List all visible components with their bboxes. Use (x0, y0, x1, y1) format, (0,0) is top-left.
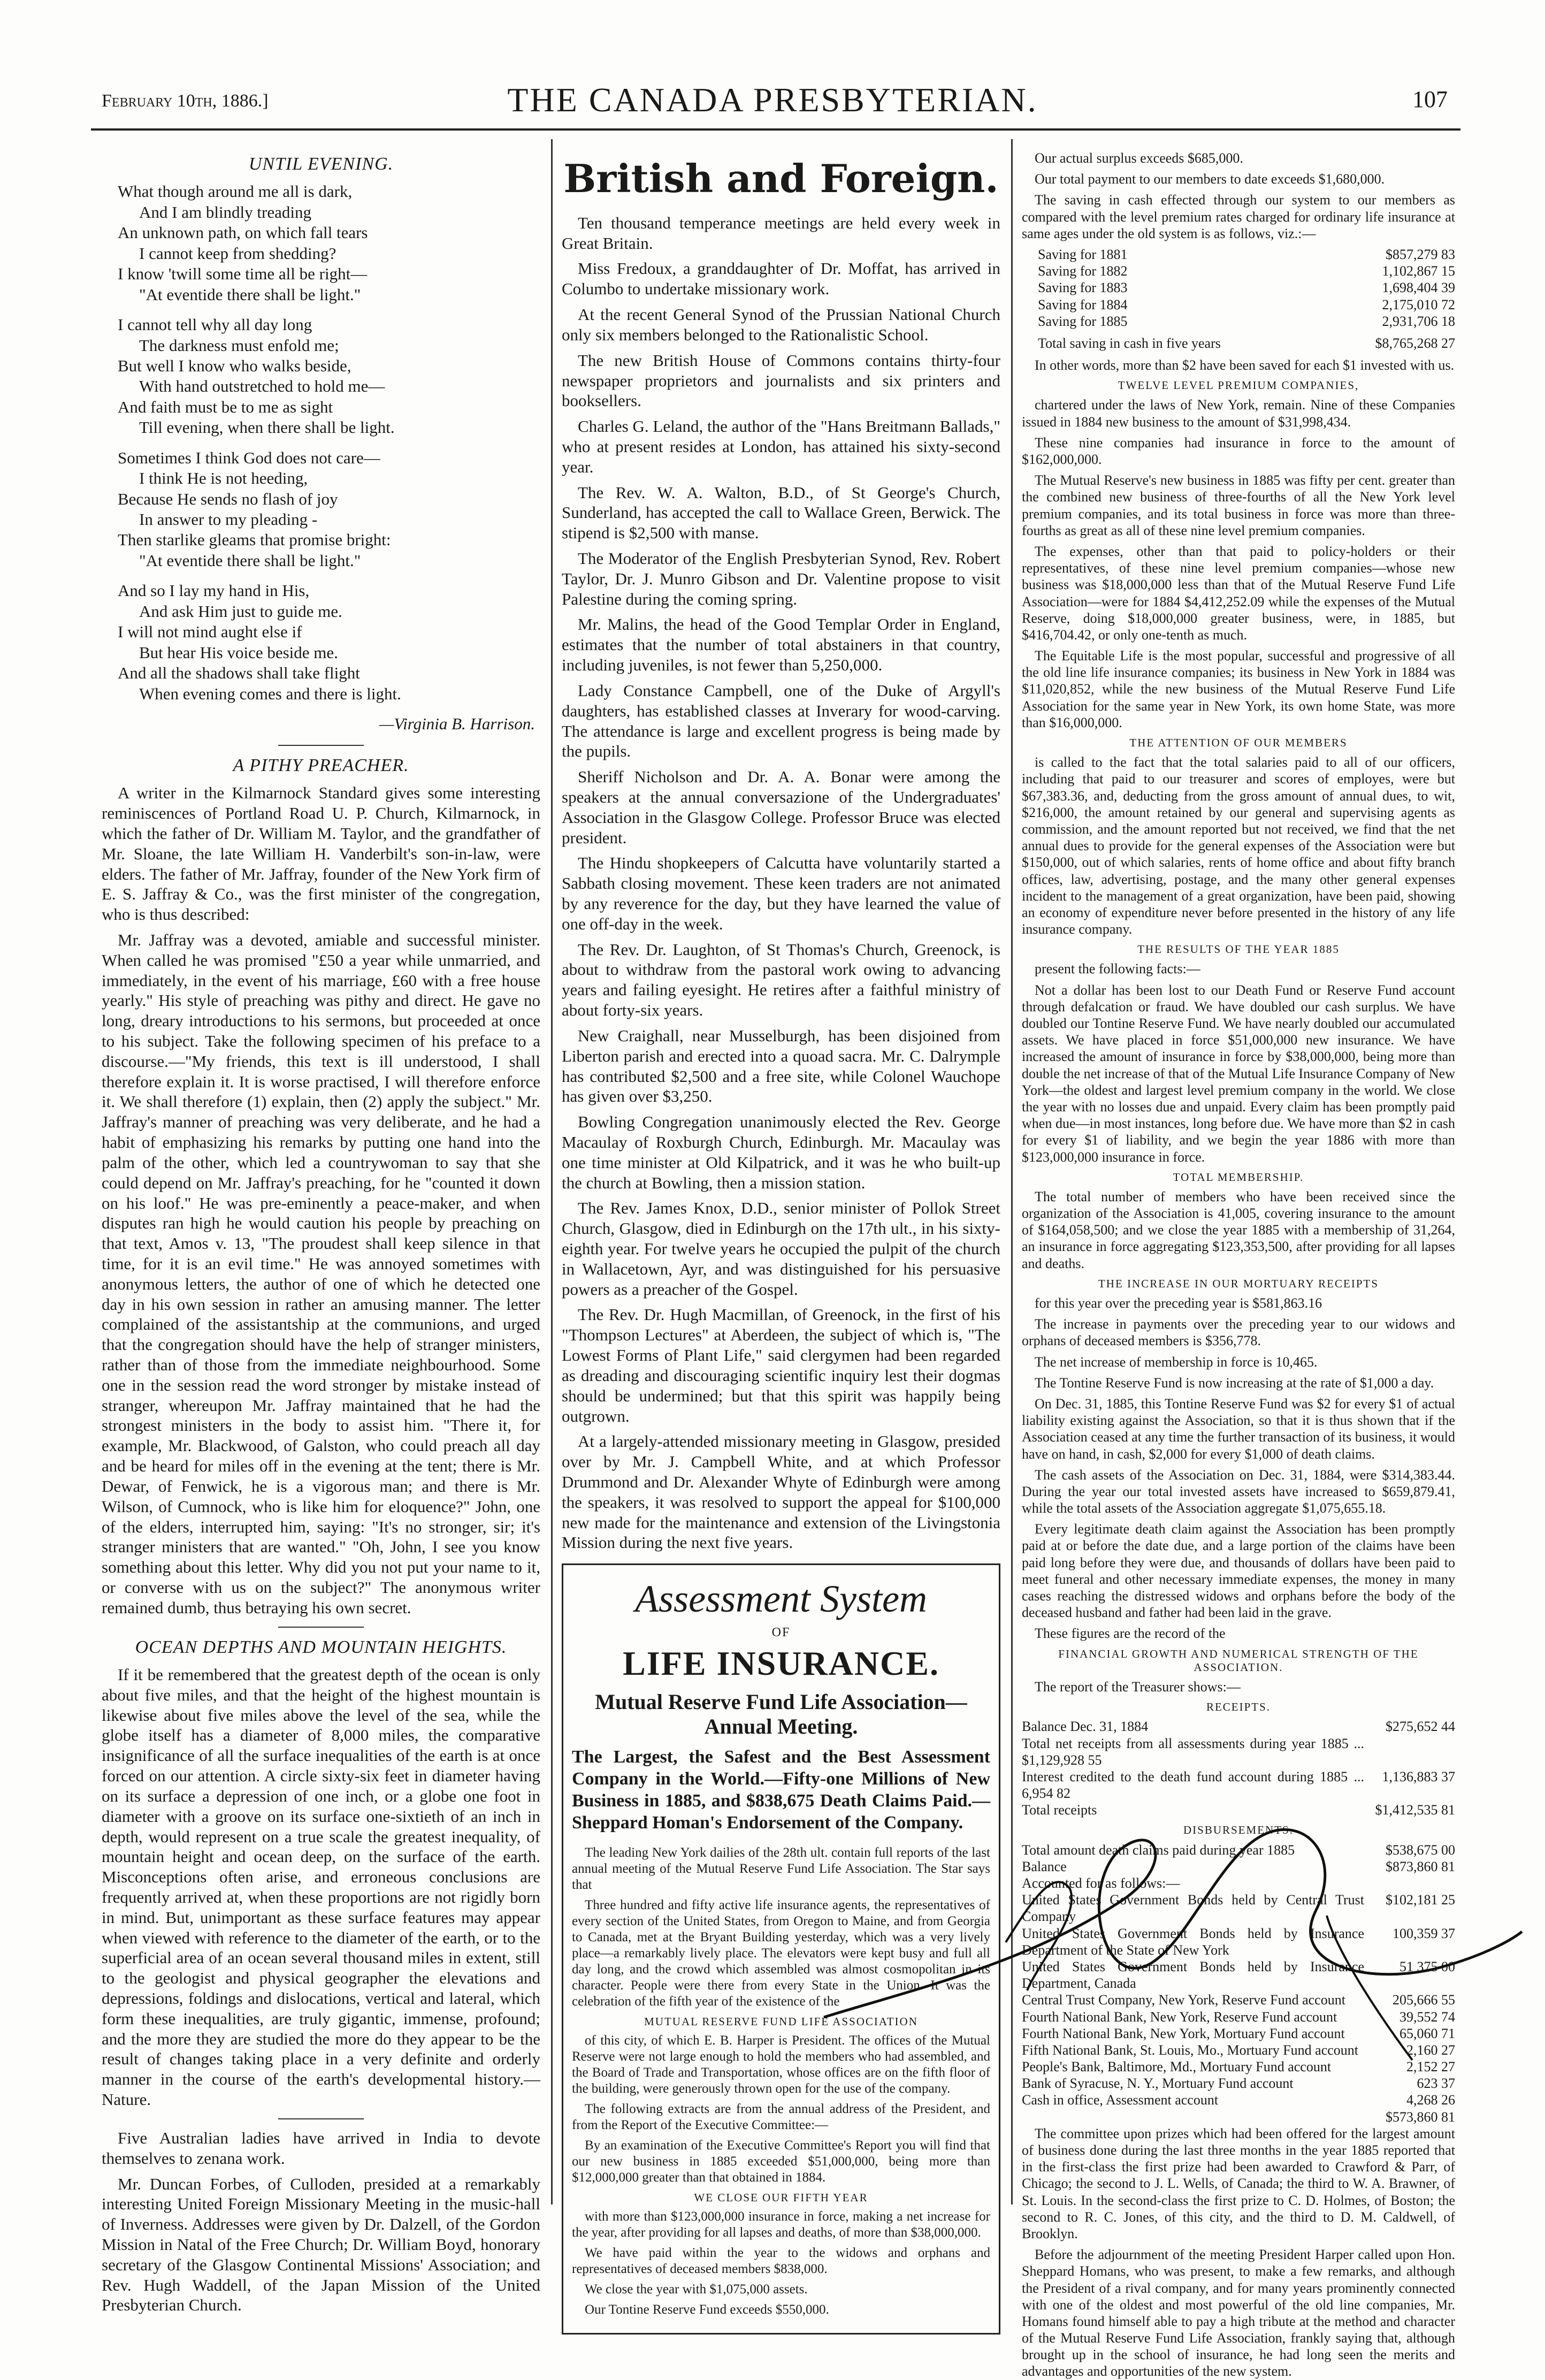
poem-line: I cannot tell why all day long (118, 315, 312, 334)
news-item: Lady Constance Campbell, one of the Duke of Argyll's daughters, has established classes at Inverary for wood-carving. The attendance is large and excellent progress is being made by the pupils. (562, 681, 1000, 761)
poem-line: I will not mind aught else if (118, 622, 302, 642)
news-note: Five Australian ladies have arrived in India to devote themselves to zenana work. (102, 2128, 540, 2168)
insurance-advertisement (562, 1563, 1000, 2335)
poem-line: The darkness must enfold me; (139, 335, 339, 355)
savings-row (1038, 263, 1455, 279)
poem (118, 181, 540, 704)
ad-subtitle: Mutual Reserve Fund Life Association— Annual Meeting. (595, 1690, 967, 1739)
page-number: 107 (1412, 86, 1448, 112)
poem-line: In answer to my pleading - (139, 510, 318, 529)
ad-paragraph: of this city, of which E. B. Harper is President. The offices of the Mutual Reserve were not large enough to hold the members who had assembled, and the Board of Trade and Transportation, whose offices are on the fifth floor of the building, were generously thrown open for the use of the company. (572, 2033, 990, 2096)
heading-total-membership: TOTAL MEMBERSHIP. (1173, 1170, 1304, 1184)
section-divider (278, 2118, 364, 2119)
report-paragraph: Our total payment to our members to date exceeds $1,680,000. (1035, 171, 1385, 187)
disbursement-row-label: Central Trust Company, New York, Reserve Fund account (1022, 1992, 1345, 2008)
poem-stanza (118, 181, 540, 305)
disbursement-row-label: Fifth National Bank, St. Louis, Mo., Mortuary Fund account (1022, 2042, 1359, 2058)
news-item: Ten thousand temperance meetings are held every week in Great Britain. (562, 213, 1000, 253)
savings-row-label: Saving for 1882 (1038, 263, 1128, 279)
disbursement-row (1022, 2109, 1455, 2125)
savings-row (1038, 296, 1455, 313)
report-paragraph: Not a dollar has been lost to our Death Fund or Reserve Fund account through defalcation or fraud. We have doubled our cash surplus. We have doubled our Tontine Reserve Fund. We have nearly doubled our accumulated assets. We have placed in force $51,000,000 new insurance. We have increased the amount of insurance in force by $38,000,000, being more than double the net increase of that of the Mutual Life Insurance Company of New York—the oldest and largest level premium company in the world. We close the year with no losses due and unpaid. Every claim has been promptly paid when due—in most instances, long before due. We have more than $2 in cash for every $1 of liability, and we begin the year 1886 with more than $123,000,000 insurance in force. (1022, 982, 1455, 1165)
article-paragraph: Mr. Jaffray was a devoted, amiable and successful minister. When called he was promised "£50 a year while unmarried, and immediately, in the event of his marriage, £60 with a free house yearly." His style of preaching was pithy and direct. He gave no long, dreary introductions to his sermons, but proceeded at once to his subject. Take the following specimen of his preface to a discourse.—"My friends, this text is ill understood, I shall therefore explain it. It is worse practised, I will therefore enforce it. We shall therefore (1) explain, then (2) apply the subject." Mr. Jaffray's manner of preaching was very deliberate, and he had a habit of emphasizing his remarks by putting one hand into the palm of the other, which led a countrywoman to say that she could depend on Mr. Jaffray's preaching, for he "counted it down on his loof." He was pre-eminently a peace-maker, and when disputes ran high he would caution his people by preaching on that text, Amos v. 13, "The proudest shall keep silence in that time, for it is an evil time." He was annoyed sometimes with anonymous letters, the author of one of which he detected one day in his own session in rather an amusing manner. The letter complained of the assistantship at the communions, and urged that the congregation should have the help of stranger ministers, rather than of those from the immediate neighbourhood. Some one in the session read the word stronger by mistake instead of stranger, whereupon Mr. Jaffray maintained that he had the strongest ministers in the body to assist him. "There it, for example, Mr. Blackwood, of Galston, who could preach all day and be heard for miles off in the evening at the tent; there is Mr. Dewar, of Fenwick, he is a vigorous man; and there is Mr. Wilson, of Cumnock, who is like him for eloquence?" John, one of the elders, interrupted him, saying: "It's no stronger, sir; it's stranger ministers that are wanted." "Oh, John, I see you know something about this letter. Why did you not put your name to it, or converse with us on the subject?" The anonymous writer remained dumb, thus betraying his own secret. (102, 930, 540, 1617)
disbursement-row (1022, 2075, 1455, 2092)
after-savings: In other words, more than $2 have been saved for each $1 invested with us. (1035, 357, 1455, 373)
receipt-row-amount: $275,652 44 (1386, 1719, 1455, 1735)
receipt-row-label: Total net receipts from all assessments during year 1885 ... $1,129,928 55 (1022, 1735, 1364, 1768)
disbursement-row-label: Accounted for as follows:— (1022, 1875, 1180, 1891)
savings-row-label: Saving for 1885 (1038, 313, 1128, 329)
heading-attention: THE ATTENTION OF OUR MEMBERS (1129, 736, 1348, 749)
poem-line: And so I lay my hand in His, (118, 581, 310, 600)
ad-paragraph: The leading New York dailies of the 28th ult. contain full reports of the last annual meeting of the Mutual Reserve Fund Life Association. The Star says that (572, 1845, 990, 1892)
news-item: The new British House of Commons contains thirty-four newspaper proprietors and journalists and six printers and booksellers. (562, 350, 1000, 410)
poem-stanza (118, 448, 540, 571)
news-item: Mr. Malins, the head of the Good Templar Order in England, estimates that the number of total abstainers in that country, including juveniles, is not fewer than 5,250,000. (562, 615, 1000, 675)
disbursement-row-amount: 205,666 55 (1393, 1992, 1455, 2008)
receipt-row (1022, 1718, 1455, 1735)
receipt-row-label: Interest credited to the death fund account during 1885 ... 6,954 82 (1022, 1768, 1364, 1802)
pithy-preacher-title: A PITHY PREACHER. (233, 755, 409, 775)
disbursement-row-amount: $102,181 25 (1386, 1892, 1455, 1908)
report-paragraph: The cash assets of the Association on Dec. 31, 1884, were $314,383.44. During the year our total invested assets have increased to $659,879.41, while the total assets of the Association aggregate $1,075,655.18. (1022, 1467, 1455, 1516)
poem-stanza (118, 315, 540, 438)
report-paragraph: The saving in cash effected through our system to our members as compared with the level premium rates charged for ordinary life insurance at same ages under the old system is as follows, viz.:— (1022, 192, 1455, 241)
savings-row (1038, 246, 1455, 263)
news-item: New Craighall, near Musselburgh, has been disjoined from Liberton parish and erected into a quoad sacra. Mr. C. Dalrymple has contributed $2,500 and a free site, while Colonel Wauchope has given over $3,250. (562, 1026, 1000, 1106)
column-2 (562, 150, 1000, 2317)
news-item: At a largely-attended missionary meeting in Glasgow, presided over by Mr. J. Campbell White, and at which Professor Drummond and Dr. Alexander Whyte of Edinburgh were among the speakers, it was resolved to support the appeal for $100,000 new made for the maintenance and extension of the Livingstonia Mission during the next five years. (562, 1432, 1000, 1552)
disbursement-row-amount (1364, 1875, 1455, 1891)
header-rule (91, 128, 1460, 131)
receipt-row (1022, 1768, 1455, 1802)
disbursement-row (1022, 2025, 1455, 2042)
attention-paragraph: is called to the fact that the total salaries paid to all of our officers, including that paid to our treasurer and scores of employes, were but $67,383.36, and, deducting from the gross amount of annual dues, to wit, $216,000, the amount retained by our general and supervising agents as commission, and the amount reported but not received, we find that the net annual dues to provide for the general expenses of the Association were but $150,000, out of which salaries, rents of home office and about fifty branch offices, law, advertising, postage, and the many other general expenses incident to the management of a great organization, have been paid, showing an economy of expenditure never before presented in the history of any life insurance company. (1022, 754, 1455, 937)
disbursement-row-amount: 4,268 26 (1406, 2092, 1455, 2108)
news-item: The Rev. James Knox, D.D., senior minister of Pollok Street Church, Glasgow, died in Edinburgh on the 17th ult., in his sixty-eighth year. For twelve years he occupied the pulpit of the church in Wallacetown, Ayr, and was distinguished for his persuasive powers as a preacher of the Gospel. (562, 1199, 1000, 1299)
ad-paragraph: The following extracts are from the annual address of the President, and from the Report of the Executive Committee:— (572, 2101, 990, 2132)
poem-line: And ask Him just to guide me. (139, 601, 342, 621)
poem-line: I cannot keep from shedding? (139, 243, 336, 263)
report-paragraph: The net increase of membership in force is 10,465. (1035, 1354, 1318, 1370)
receipt-row-amount: 1,136,883 37 (1382, 1768, 1455, 1784)
ad-paragraph: Three hundred and fifty active life insurance agents, the representatives of every section of the United States, from Oregon to Maine, and from Georgia to Canada, met at the Bryant Building yesterday, which was a very lively place—a remarkably lively place. The elevators were kept busy and full all day long, and the crowd which assembled was almost cosmopolitan in its character. People were there from every State in the Union. It was the celebration of the fifth year of the existence of the (572, 1897, 990, 2009)
report-paragraph: The increase in payments over the preceding year to our widows and orphans of deceased members is $356,778. (1022, 1316, 1455, 1349)
disbursement-row-amount: $573,860 81 (1386, 2109, 1455, 2125)
disbursement-row-amount: 100,359 37 (1393, 1925, 1455, 1941)
poem-line: Because He sends no flash of joy (118, 489, 338, 508)
disbursement-row (1022, 2058, 1455, 2075)
report-paragraph: for this year over the preceding year is $581,863.16 (1035, 1295, 1322, 1311)
ocean-depths-title: OCEAN DEPTHS AND MOUNTAIN HEIGHTS. (135, 1637, 507, 1657)
ad-title: Assessment System (635, 1577, 927, 1621)
news-item: The Rev. W. A. Walton, B.D., of St George's Church, Sunderland, has accepted the call to Wallace Green, Berwick. The stipend is $2,500 with manse. (562, 483, 1000, 543)
savings-row-amount: 1,102,867 15 (1382, 263, 1455, 279)
news-item: Miss Fredoux, a granddaughter of Dr. Moffat, has arrived in Columbo to undertake missionary work. (562, 259, 1000, 299)
poem-stanza (118, 581, 540, 704)
disbursement-row (1022, 1875, 1455, 1891)
disbursement-row (1022, 2092, 1455, 2108)
receipt-row-amount: $1,412,535 81 (1375, 1802, 1455, 1818)
poem-line: And I am blindly treading (139, 202, 311, 222)
report-paragraph: These nine companies had insurance in force to the amount of $162,000,000. (1022, 434, 1455, 467)
disbursement-row-amount: 2,152 27 (1406, 2059, 1455, 2075)
poem-title: UNTIL EVENING. (248, 154, 394, 174)
ad-paragraph: Our Tontine Reserve Fund exceeds $550,000. (585, 2302, 829, 2317)
news-item: Charles G. Leland, the author of the "Hans Breitmann Ballads," who at present resides at London, has attained his sixty-second year. (562, 417, 1000, 476)
disbursement-row (1022, 1958, 1455, 1992)
report-paragraph: Before the adjournment of the meeting President Harper called upon Hon. Sheppard Homans, who was present, to make a few remarks, and although the President of a rival company, and for many years prominently connected with one of the oldest and most powerful of the old line companies, Mr. Homans found himself able to pay a high tribute at the method and character of the Mutual Reserve Fund Life Association, frankly saying that, although brought up in the school of insurance, he had long seen the merits and advantages and opportunities of the new system. (1022, 2247, 1455, 2379)
report-paragraph: These figures are the record of the (1035, 1626, 1226, 1642)
poem-line: But well I know who walks beside, (118, 356, 351, 375)
news-item: The Moderator of the English Presbyterian Synod, Rev. Robert Taylor, Dr. J. Munro Gibson and Dr. Valentine propose to visit Palestine during the coming spring. (562, 549, 1000, 608)
poem-line: "At eventide there shall be light." (139, 551, 361, 570)
poem-line: Then starlike gleams that promise bright: (118, 530, 391, 550)
savings-row-label: Saving for 1881 (1038, 246, 1128, 262)
report-paragraph: The Equitable Life is the most popular, successful and progressive of all the old line life insurance companies; its business in New York in 1884 was $11,020,852, while the new business of the Mutual Reserve Fund Life Association for the same year in New York, its own home State, was more than $16,000,000. (1022, 648, 1455, 730)
disbursement-row-amount: 623 37 (1417, 2076, 1455, 2092)
column-3 (1022, 150, 1455, 2379)
poem-line: I think He is not heeding, (139, 469, 308, 488)
disbursement-row-label: Cash in office, Assessment account (1022, 2092, 1219, 2108)
heading-disbursements: DISBURSEMENTS. (1183, 1824, 1294, 1837)
receipt-row-label: Balance Dec. 31, 1884 (1022, 1719, 1149, 1735)
savings-row-label: Saving for 1884 (1038, 296, 1128, 312)
report-paragraph: The Mutual Reserve's new business in 1885 was fifty per cent. greater than the combined new business of three-fourths of all the New York level premium companies, and its total business in force was more than three-fourths as great as all of these nine level premium companies. (1022, 472, 1455, 538)
news-item: Bowling Congregation unanimously elected the Rev. George Macaulay of Roxburgh Church, Edinburgh. Mr. Macaulay was one time minister at Old Kilpatrick, and it was he who built-up the church at Bowling, then a mission station. (562, 1112, 1000, 1192)
ocean-depths-article: If it be remembered that the greatest depth of the ocean is only about five miles, and that the height of the highest mountain is likewise about five miles above the level of the sea, while the globe itself has a diameter of 8,000 miles, the comparative insignificance of all the surface inequalities of the earth is at once forced on our attention. A circle sixty-six feet in diameter having on its surface a depression of one inch, or a globe one foot in diameter with a groove on its surface one-sixtieth of an inch in depth, would represent on a true scale the greatest inequality, of mountain height and ocean deep, on the surface of the earth. Misconceptions often arise, and erroneous conclusions are frequently arrived at, when these proportions are not rigidly born in mind. But, unimportant as these surface features may appear when viewed with reference to the diameter of the earth, or to the superficial area of an ocean several thousand miles in extent, still to the geologist and physical geographer the elevations and depressions, foldings and dislocations, vertical and lateral, which form these inequalities, are truly gigantic, immense, profound; and the more they are studied the more do they appear to be the result of changes taking place in a very definite and orderly manner in the course of the earth's developmental history.—Nature. (102, 1665, 540, 2109)
poem-line: And faith must be to me as sight (118, 397, 333, 416)
report-paragraph: present the following facts:— (1035, 961, 1200, 977)
heading-increase: THE INCREASE IN OUR MORTUARY RECEIPTS (1098, 1277, 1379, 1290)
savings-row-amount: 1,698,404 39 (1382, 280, 1455, 296)
disbursement-row-amount: 2,160 27 (1406, 2042, 1455, 2058)
report-paragraph: chartered under the laws of New York, remain. Nine of these Companies issued in 1884 new business to the amount of $31,998,434. (1022, 397, 1455, 430)
disbursement-row (1022, 1992, 1455, 2008)
news-item: The Rev. Dr. Hugh Macmillan, of Greenock, in the first of his "Thompson Lectures" at Aberdeen, the subject of which is, "The Lowest Forms of Plant Life," said clergymen had been regarded as dreading and discouraging scientific inquiry lest their dogmas should be undermined; but that this spirit was happily being outgrown. (562, 1305, 1000, 1425)
pithy-preacher-article (102, 783, 540, 1618)
ad-paragraph: We close the year with $1,075,000 assets. (585, 2282, 808, 2297)
savings-row (1038, 313, 1455, 330)
british-foreign-items (562, 213, 1000, 1553)
ad-heading-fifth-year: WE CLOSE OUR FIFTH YEAR (694, 2191, 868, 2204)
poem-line: What though around me all is dark, (118, 182, 353, 201)
disbursement-row-label: Bank of Syracuse, N. Y., Mortuary Fund account (1022, 2076, 1294, 2092)
disbursement-row-amount: $873,860 81 (1386, 1858, 1455, 1874)
disbursement-row-amount: $538,675 00 (1386, 1842, 1455, 1858)
disbursement-row (1022, 2042, 1455, 2058)
article-paragraph: A writer in the Kilmarnock Standard gives some interesting reminiscences of Portland Road U. P. Church, Kilmarnock, in which the father of Dr. William M. Taylor, and the grandfather of Mr. Sloane, the late William H. Vanderbilt's son-in-law, were elders. The father of Mr. Jaffray, founder of the New York firm of E. S. Jaffray & Co., was the first minister of the congregation, who is thus described: (102, 783, 540, 924)
disbursement-row-label: United States Government Bonds held by Central Trust Company (1022, 1892, 1364, 1925)
report-paragraph: The Tontine Reserve Fund is now increasing at the rate of $1,000 a day. (1035, 1375, 1434, 1391)
disbursement-row (1022, 1858, 1455, 1875)
disbursement-row-label: United States Government Bonds held by Insurance Department, Canada (1022, 1958, 1364, 1992)
poem-line: With hand outstretched to hold me— (139, 377, 385, 396)
report-paragraph: Our actual surplus exceeds $685,000. (1035, 150, 1243, 166)
poem-line: And all the shadows shall take flight (118, 663, 360, 683)
receipts-table (1022, 1718, 1455, 1818)
disbursement-row-label: Total amount death claims paid during year 1885 (1022, 1842, 1295, 1858)
ad-paragraph: We have paid within the year to the widows and orphans and representatives of deceased members $838,000. (572, 2245, 990, 2276)
savings-row-amount: 2,931,706 18 (1382, 313, 1455, 329)
ad-body (572, 1845, 990, 2318)
poem-line: "At eventide there shall be light." (139, 285, 361, 304)
column-divider-1 (551, 139, 553, 2204)
disbursement-row (1022, 2009, 1455, 2025)
heading-results: THE RESULTS OF THE YEAR 1885 (1137, 943, 1340, 956)
poem-line: An unknown path, on which fall tears (118, 223, 368, 242)
masthead-title: THE CANADA PRESBYTERIAN. (507, 81, 1038, 119)
ad-life-insurance: LIFE INSURANCE. (623, 1644, 939, 1683)
report-paragraph: Every legitimate death claim against the Association has been promptly paid at or before the date due, and a large portion of the claims have been paid long before they were due, and thousands of dollars have been paid to meet funeral and other necessary immediate expenses, the money in many cases reaching the distressed widows and orphans before the body of the deceased husband and father had been laid in the grave. (1022, 1521, 1455, 1621)
disbursement-row-amount: 65,060 71 (1399, 2025, 1455, 2041)
report-paragraph: The expenses, other than that paid to policy-holders or their representatives, of these nine level premium companies—whose new business was $18,000,000 less than that of the Mutual Reserve Fund Life Association—were for 1884 $4,412,252.09 while the expenses of the Mutual Reserve, doing $18,000,000 greater business, were, in 1885, but $416,704.42, or only one-tenth as much. (1022, 543, 1455, 643)
column-1 (102, 150, 540, 2315)
news-item: The Rev. Dr. Laughton, of St Thomas's Church, Greenock, is about to withdraw from the pastoral work owing to advancing years and failing eyesight. He retires after a faithful ministry of about forty-six years. (562, 940, 1000, 1020)
news-item: At the recent General Synod of the Prussian National Church only six members belonged to the Rationalistic School. (562, 305, 1000, 344)
total-membership-paragraph: The total number of members who have been received since the organization of the Association is 41,005, covering insurance to the amount of $164,058,500; and we close the year 1885 with a membership of 31,264, an insurance in force aggregating $123,353,500, after providing for all lapses and deaths. (1022, 1188, 1455, 1271)
disbursements-table (1022, 1842, 1455, 2125)
savings-row-amount: 2,175,010 72 (1382, 296, 1455, 312)
poem-line: I know 'twill some time all be right— (118, 264, 368, 284)
receipt-row (1022, 1802, 1455, 1818)
report-body (1022, 150, 1455, 2380)
section-divider (278, 1627, 364, 1628)
ad-paragraph: By an examination of the Executive Committee's Report you will find that our new business in 1885 exceeded $51,000,000, being more than $12,000,000 greater than that obtained in 1884. (572, 2138, 990, 2185)
news-note: Mr. Duncan Forbes, of Culloden, presided at a remarkably interesting United Foreign Missionary Meeting in the music-hall of Inverness. Addresses were given by Dr. Dalzell, of the Gordon Mission in Natal of the Free Church; Dr. William Boyd, honorary secretary of the Glasgow Continental Missions' Association; and Rev. Hugh Waddell, of the Japan Mission of the United Presbyterian Church. (102, 2174, 540, 2315)
disbursement-row-label: Balance (1022, 1858, 1067, 1874)
column-divider-2 (1011, 139, 1013, 2204)
receipt-row-amount (1364, 1735, 1455, 1768)
disbursement-row (1022, 1925, 1455, 1958)
treasurer-line: The report of the Treasurer shows:— (1035, 1679, 1241, 1695)
poem-author: —Virginia B. Harrison. (379, 714, 535, 733)
disbursement-row-amount: 51 375 00 (1399, 1958, 1455, 1974)
savings-total-label: Total saving in cash in five years (1038, 335, 1221, 351)
poem-line: Sometimes I think God does not care— (118, 448, 380, 467)
section-divider (278, 745, 364, 746)
news-item: Sheriff Nicholson and Dr. A. A. Bonar were among the speakers at the annual conversazione of the Undergraduates' Association in the Glasgow College. Professor Bruce was elected president. (562, 767, 1000, 847)
disbursement-row-amount: 39,552 74 (1399, 2009, 1455, 2025)
savings-row (1038, 279, 1455, 296)
poem-line: When evening comes and there is light. (139, 684, 401, 703)
disbursement-row-label: People's Bank, Baltimore, Md., Mortuary Fund account (1022, 2059, 1332, 2075)
poem-line: But hear His voice beside me. (139, 643, 338, 662)
disbursement-row-label (1022, 2109, 1364, 2125)
news-item: The Hindu shopkeepers of Calcutta have voluntarily started a Sabbath closing movement. These keen traders are not animated by any reverence for the day, but they have learned the value of one off-day in the week. (562, 853, 1000, 933)
disbursement-row (1022, 1842, 1455, 1858)
poem-line: Till evening, when there shall be light. (139, 418, 395, 437)
report-paragraph: The committee upon prizes which had been offered for the largest amount of business done during the last three months in the year 1885 reported that in the first-class the first prize had been awarded to Crawford & Parr, of Chicago; the second to J. L. Wells, of Canada; the third to W. A. Brawner, of St. Louis. In the second-class the first prize to C. D. Holmes, of Boston; the second to R. C. Jones, of this city, and the third to D. M. Caldwell, of Brooklyn. (1022, 2125, 1455, 2241)
heading-financial-growth: FINANCIAL GROWTH AND NUMERICAL STRENGTH OF THE ASSOCIATION. (1058, 1647, 1419, 1674)
savings-row-label: Saving for 1883 (1038, 280, 1128, 296)
ad-lead: The Largest, the Safest and the Best Assessment Company in the World.—Fifty-one Millions of New Business in 1885, and $838,675 Death Claims Paid.—Sheppard Homan's Endorsement of the Company. (572, 1747, 990, 1833)
news-notes (102, 2128, 540, 2315)
heading-receipts: RECEIPTS. (1206, 1700, 1271, 1714)
british-foreign-title: British and Foreign. (563, 156, 999, 201)
disbursement-row-label: Fourth National Bank, New York, Mortuary Fund account (1022, 2025, 1345, 2041)
report-paragraph: On Dec. 31, 1885, this Tontine Reserve Fund was $2 for every $1 of actual liability existing against the Association, so that it is thus shown that if the Association ceased at any time the further transaction of its business, it would have on hand, in cash, $2,000 for every $1,000 of death claims. (1022, 1395, 1455, 1462)
receipt-row-label: Total receipts (1022, 1802, 1097, 1818)
disbursement-row (1022, 1891, 1455, 1925)
ad-of: OF (771, 1626, 791, 1640)
savings-total-amount: $8,765,268 27 (1375, 335, 1455, 351)
ad-heading-association: MUTUAL RESERVE FUND LIFE ASSOCIATION (644, 2015, 918, 2028)
heading-level-premium: TWELVE LEVEL PREMIUM COMPANIES, (1118, 379, 1359, 392)
issue-date: February 10th, 1886.] (102, 91, 269, 111)
disbursement-row-label: United States Government Bonds held by Insurance Department of the State of New York (1022, 1925, 1364, 1958)
ad-paragraph: with more than $123,000,000 insurance in force, making a net increase for the year, after providing for all lapses and deaths, of more than $38,000,000. (572, 2209, 990, 2240)
receipt-row (1022, 1735, 1455, 1768)
savings-row-amount: $857,279 83 (1386, 246, 1455, 262)
disbursement-row-label: Fourth National Bank, New York, Reserve Fund account (1022, 2009, 1337, 2025)
savings-table (1038, 246, 1455, 330)
savings-total (1038, 335, 1455, 352)
